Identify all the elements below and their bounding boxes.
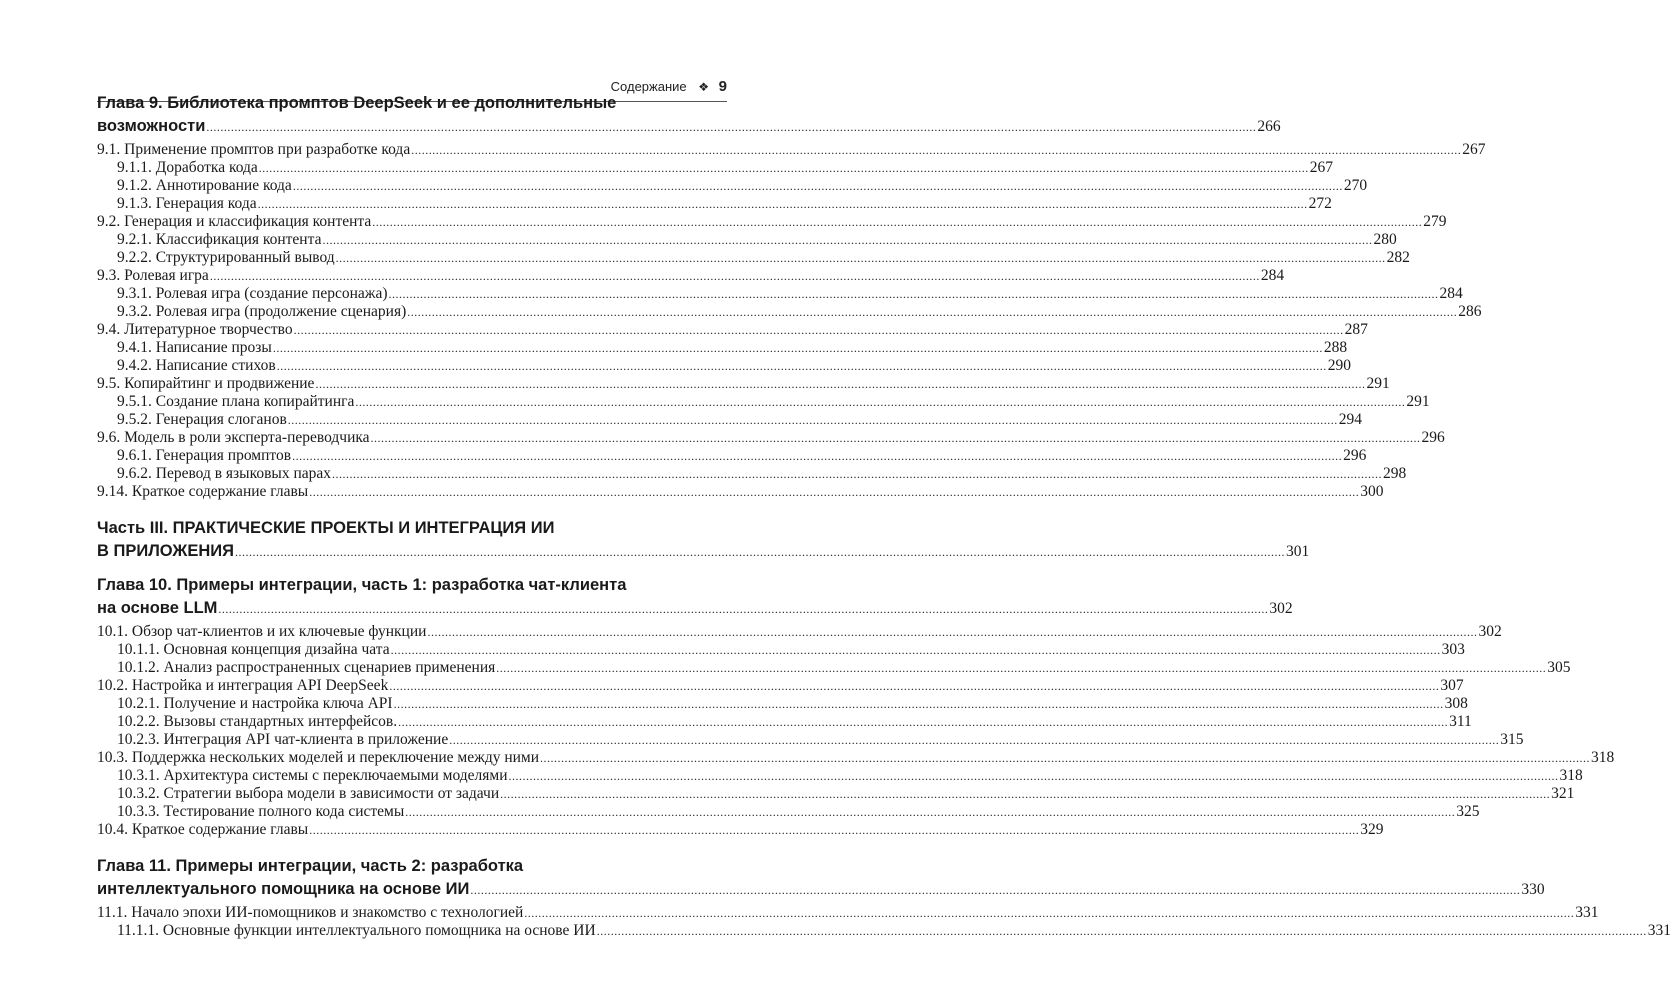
toc-entry[interactable] [97,141,1486,159]
dot-leader: ............................................................................................................................................................................................................................................................................................................ [540,751,1591,765]
toc-entry[interactable] [97,641,1465,659]
dot-leader: ............................................................................................................................................................................................................................................................................................................ [372,215,1423,229]
entry-title: 10.3.1. Архитектура системы с переключаемыми моделями [117,767,508,784]
entry-title: 9.5.1. Создание плана копирайтинга [117,393,355,410]
entry-page: 329 [1360,821,1384,838]
toc-section [97,517,1310,566]
toc-entry[interactable] [97,713,1472,731]
dot-leader: ............................................................................................................................................................................................................................................................................................................ [393,697,1444,711]
toc-entry[interactable] [97,195,1332,213]
dot-leader: ............................................................................................................................................................................................................................................................................................................ [292,179,1343,193]
entry-page: 305 [1547,659,1571,676]
toc-entry[interactable] [97,785,1575,803]
entry-page: 294 [1338,411,1363,428]
dot-leader: ............................................................................................................................................................................................................................................................................................................ [355,395,1406,409]
entry-page: 307 [1440,677,1464,694]
section-heading-entry[interactable] [97,540,1310,564]
dot-leader: ............................................................................................................................................................................................................................................................................................................ [508,769,1559,783]
toc-entry[interactable] [97,447,1367,465]
dot-leader: ............................................................................................................................................................................................................................................................................................................ [234,545,1285,559]
entry-title: 9.3.2. Ролевая игра (продолжение сценария) [117,303,407,320]
entry-title: 10.2.3. Интеграция API чат-клиента в приложение [117,731,449,748]
dot-leader: ............................................................................................................................................................................................................................................................................................................ [315,377,1366,391]
dot-leader: ............................................................................................................................................................................................................................................................................................................ [258,161,1309,175]
dot-leader: ............................................................................................................................................................................................................................................................................................................ [470,883,1521,897]
entry-page: 315 [1500,731,1524,748]
entry-title: 10.4. Краткое содержание главы [97,821,309,838]
running-header-section: Содержание [610,79,687,94]
ornament-icon: ❖ [698,80,710,94]
entry-page: 291 [1406,393,1430,410]
toc-entry[interactable] [97,695,1468,713]
dot-leader: ............................................................................................................................................................................................................................................................................................................ [332,467,1382,481]
entry-title: 9.4.1. Написание прозы [117,339,272,356]
entry-title: возможности [97,117,206,135]
dot-leader: ............................................................................................................................................................................................................................................................................................................ [272,341,1323,355]
entry-page: 296 [1421,429,1445,446]
toc-entry[interactable] [97,393,1430,411]
entry-page: 286 [1458,303,1482,320]
entry-page: 325 [1456,803,1480,820]
toc-entry[interactable] [97,677,1464,695]
entry-title: 9.1. Применение промптов при разработке кода [97,141,411,158]
entry-page: 298 [1383,465,1407,482]
entry-title: 9.2. Генерация и классификация контента [97,213,372,230]
dot-leader: ............................................................................................................................................................................................................................................................................................................ [405,805,1456,819]
toc-entry[interactable] [97,375,1390,393]
toc-entry[interactable] [97,749,1615,767]
entry-page: 302 [1478,623,1502,640]
dot-leader: ............................................................................................................................................................................................................................................................................................................ [309,823,1360,837]
entry-page: 282 [1386,249,1410,266]
section-heading-entry[interactable] [97,878,1545,902]
entry-page: 330 [1521,881,1545,898]
entry-title: 11.1. Начало эпохи ИИ-помощников и знакомство с технологией [97,904,524,921]
entry-title: В ПРИЛОЖЕНИЯ [97,542,234,560]
toc-entry[interactable] [97,659,1571,677]
toc-entry[interactable] [97,922,1671,940]
toc-entry[interactable] [97,357,1351,375]
entry-page: 288 [1323,339,1348,356]
entry-title: 9.4. Литературное творчество [97,321,293,338]
entry-title: 9.3.1. Ролевая игра (создание персонажа) [117,285,388,302]
dot-leader: ............................................................................................................................................................................................................................................................................................................ [390,643,1441,657]
entry-page: 270 [1343,177,1368,194]
entry-page: 267 [1309,159,1334,176]
entry-page: 318 [1591,749,1615,766]
section-heading-line: Глава 10. Примеры интеграции, часть 1: разработка чат-клиента [97,576,627,594]
toc-entry[interactable] [97,231,1397,249]
entry-page: 300 [1360,483,1384,500]
dot-leader: ............................................................................................................................................................................................................................................................................................................ [500,787,1551,801]
dot-leader: ............................................................................................................................................................................................................................................................................................................ [388,287,1439,301]
entry-page: 287 [1344,321,1368,338]
toc-entry[interactable] [97,177,1368,195]
entry-title: интеллектуального помощника на основе ИИ [97,880,470,898]
entry-title: 10.3.2. Стратегии выбора модели в зависимости от задачи [117,785,500,802]
entry-title: 10.2.1. Получение и настройка ключа API [117,695,393,712]
section-heading-entry[interactable] [97,597,1293,621]
entry-page: 272 [1308,195,1332,212]
dot-leader: ............................................................................................................................................................................................................................................................................................................ [524,906,1575,920]
toc-entry[interactable] [97,267,1285,285]
dot-leader: ............................................................................................................................................................................................................................................................................................................ [292,449,1343,463]
entry-page: 296 [1343,447,1367,464]
entry-title: 11.1.1. Основные функции интеллектуального помощника на основе ИИ [117,922,596,939]
dot-leader: ............................................................................................................................................................................................................................................................................................................ [398,715,1449,729]
entry-page: 331 [1575,904,1599,921]
entry-title: 9.1.2. Аннотирование кода [117,177,292,194]
section-heading-line: Глава 9. Библиотека промптов DeepSeek и ее дополнительные [97,94,617,112]
entry-title: 10.1. Обзор чат-клиентов и их ключевые функции [97,623,427,640]
entry-title: 9.6.1. Генерация промптов [117,447,292,464]
toc-entry[interactable] [97,213,1447,231]
entry-title: 10.3. Поддержка нескольких моделей и переключение между ними [97,749,540,766]
entry-page: 331 [1647,922,1671,939]
entry-title: 9.3. Ролевая игра [97,267,209,284]
toc-entry[interactable] [97,159,1334,177]
dot-leader: ............................................................................................................................................................................................................................................................................................................ [276,359,1327,373]
dot-leader: ............................................................................................................................................................................................................................................................................................................ [407,305,1458,319]
dot-leader: ............................................................................................................................................................................................................................................................................................................ [287,413,1338,427]
entry-title: 9.1.1. Доработка кода [117,159,258,176]
toc-entry[interactable] [97,429,1445,447]
entry-title: 9.2.2. Структурированный вывод [117,249,335,266]
entry-title: 9.6. Модель в роли эксперта-переводчика [97,429,370,446]
entry-title: 10.1.2. Анализ распространенных сценариев применения [117,659,496,676]
toc-entry[interactable] [97,623,1502,641]
toc-entry[interactable] [97,321,1368,339]
toc-entry[interactable] [97,303,1482,321]
toc-section [97,92,1486,501]
entry-title: 10.3.3. Тестирование полного кода системы [117,803,405,820]
toc-entry[interactable] [97,731,1524,749]
toc-section [97,855,1671,940]
entry-title: 9.5. Копирайтинг и продвижение [97,375,315,392]
entry-page: 291 [1366,375,1390,392]
toc-entry[interactable] [97,803,1480,821]
dot-leader: ............................................................................................................................................................................................................................................................................................................ [293,323,1344,337]
dot-leader: ............................................................................................................................................................................................................................................................................................................ [257,197,1308,211]
entry-page: 301 [1285,543,1310,560]
entry-page: 290 [1327,357,1351,374]
entry-page: 318 [1559,767,1583,784]
entry-title: 9.5.2. Генерация слоганов [117,411,287,428]
entry-page: 267 [1462,141,1486,158]
dot-leader: ............................................................................................................................................................................................................................................................................................................ [218,602,1269,616]
entry-page: 284 [1260,267,1285,284]
dot-leader: ............................................................................................................................................................................................................................................................................................................ [309,485,1360,499]
dot-leader: ............................................................................................................................................................................................................................................................................................................ [496,661,1547,675]
entry-title: 10.1.1. Основная концепция дизайна чата [117,641,390,658]
dot-leader: ............................................................................................................................................................................................................................................................................................................ [449,733,1500,747]
toc-entry[interactable] [97,904,1599,922]
section-heading-line: Глава 11. Примеры интеграции, часть 2: разработка [97,857,524,875]
entry-page: 302 [1269,600,1293,617]
dot-leader: ............................................................................................................................................................................................................................................................................................................ [370,431,1421,445]
dot-leader: ............................................................................................................................................................................................................................................................................................................ [427,625,1478,639]
toc-entry[interactable] [97,767,1583,785]
entry-page: 321 [1551,785,1575,802]
toc-entry[interactable] [97,249,1410,267]
entry-title: 9.4.2. Написание стихов [117,357,276,374]
section-heading-entry[interactable] [97,115,1281,139]
dot-leader: ............................................................................................................................................................................................................................................................................................................ [411,143,1462,157]
entry-title: 9.2.1. Классификация контента [117,231,322,248]
entry-page: 266 [1257,118,1281,135]
dot-leader: ............................................................................................................................................................................................................................................................................................................ [209,269,1260,283]
entry-page: 280 [1373,231,1397,248]
dot-leader: ............................................................................................................................................................................................................................................................................................................ [206,120,1257,134]
toc-section [97,574,1615,839]
entry-title: на основе LLM [97,599,218,617]
entry-title: 10.2. Настройка и интеграция API DeepSeek [97,677,389,694]
toc-entry[interactable] [97,465,1407,483]
dot-leader: ............................................................................................................................................................................................................................................................................................................ [335,251,1386,265]
entry-title: 9.1.3. Генерация кода [117,195,257,212]
toc-entry[interactable] [97,411,1363,429]
toc-entry[interactable] [97,483,1384,501]
toc-entry[interactable] [97,339,1348,357]
entry-page: 279 [1423,213,1447,230]
entry-page: 311 [1449,713,1472,730]
dot-leader: ............................................................................................................................................................................................................................................................................................................ [596,924,1647,938]
dot-leader: ............................................................................................................................................................................................................................................................................................................ [389,679,1440,693]
entry-page: 284 [1439,285,1463,302]
toc-entry[interactable] [97,285,1463,303]
entry-title: 9.14. Краткое содержание главы [97,483,309,500]
page-number: 9 [718,78,727,95]
dot-leader: ............................................................................................................................................................................................................................................................................................................ [322,233,1373,247]
toc-entry[interactable] [97,821,1384,839]
entry-page: 303 [1441,641,1465,658]
section-heading-line: Часть III. ПРАКТИЧЕСКИЕ ПРОЕКТЫ И ИНТЕГРАЦИЯ ИИ [97,519,555,537]
entry-title: 10.2.2. Вызовы стандартных интерфейсов. [117,713,398,730]
entry-title: 9.6.2. Перевод в языковых парах [117,465,331,482]
entry-page: 308 [1444,695,1468,712]
